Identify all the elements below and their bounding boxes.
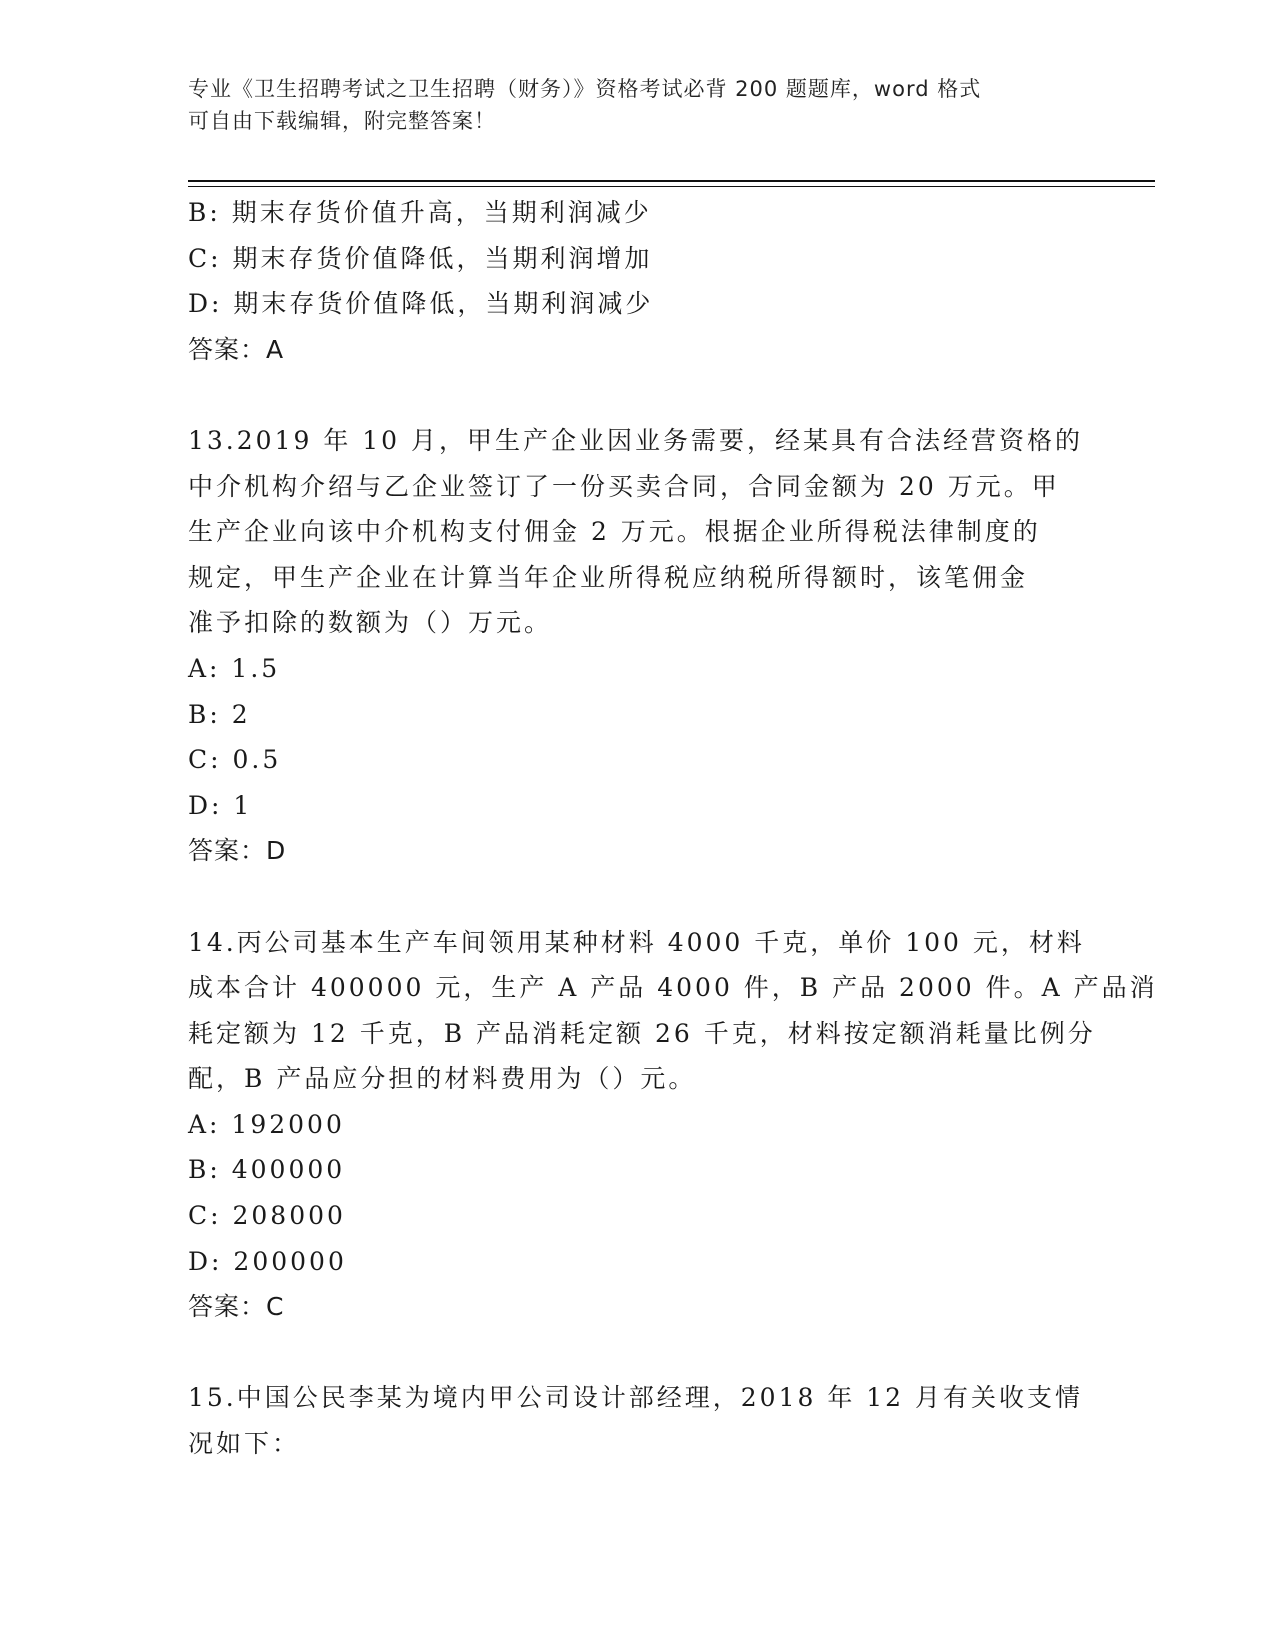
question-stem-line: 准予扣除的数额为（）万元。 <box>188 608 553 638</box>
question-content <box>188 190 1158 1467</box>
option-c: C: 期末存货价值降低，当期利润增加 <box>188 243 653 273</box>
option-c: C: 0.5 <box>188 745 282 775</box>
question-stem-line: 况如下： <box>188 1429 301 1459</box>
question-14 <box>188 920 1158 1330</box>
header-rule-thick <box>188 180 1155 182</box>
header-line: 可自由下载编辑，附完整答案！ <box>188 109 496 133</box>
question-13 <box>188 418 1088 874</box>
question-stem-line: 15.中国公民李某为境内甲公司设计部经理，2018 年 12 月有关收支情 <box>188 1383 1084 1413</box>
option-b: B: 2 <box>188 699 251 729</box>
question-stem-line: 14.丙公司基本生产车间领用某种材料 4000 千克，单价 100 元，材料 <box>188 927 1085 957</box>
question-15 <box>188 1375 1088 1466</box>
spacer <box>188 372 1088 418</box>
answer: 答案：D <box>188 836 287 866</box>
question-stem-line: 生产企业向该中介机构支付佣金 2 万元。根据企业所得税法律制度的 <box>188 517 1041 547</box>
question-12-tail <box>188 190 1088 372</box>
option-b: B: 期末存货价值升高，当期利润减少 <box>188 198 652 227</box>
question-stem-line: 13.2019 年 10 月，甲生产企业因业务需要，经某具有合法经营资格的 <box>188 425 1084 455</box>
option-b: B: 400000 <box>188 1155 346 1185</box>
question-stem-line: 成本合计 400000 元，生产 A 产品 4000 件，B 产品 2000 件。A 产品消 <box>188 973 1158 1003</box>
document-header <box>188 73 1068 137</box>
spacer <box>188 874 1088 920</box>
option-d: D: 200000 <box>188 1246 347 1276</box>
option-d: D: 期末存货价值降低，当期利润减少 <box>188 289 654 319</box>
option-c: C: 208000 <box>188 1201 346 1231</box>
answer: 答案：A <box>188 334 285 364</box>
answer: 答案：C <box>188 1292 285 1322</box>
option-d: D: 1 <box>188 790 253 820</box>
option-a: A: 1.5 <box>188 653 281 683</box>
question-stem-line: 耗定额为 12 千克，B 产品消耗定额 26 千克，材料按定额消耗量比例分 <box>188 1018 1096 1048</box>
question-stem-line: 配，B 产品应分担的材料费用为（）元。 <box>188 1064 697 1094</box>
header-line: 专业《卫生招聘考试之卫生招聘（财务）》资格考试必背 200 题题库，word 格式 <box>188 77 982 101</box>
option-a: A: 192000 <box>188 1109 345 1139</box>
question-stem-line: 中介机构介绍与乙企业签订了一份买卖合同，合同金额为 20 万元。甲 <box>188 471 1060 501</box>
question-stem-line: 规定，甲生产企业在计算当年企业所得税应纳税所得额时，该笔佣金 <box>188 562 1029 592</box>
spacer <box>188 1330 1088 1376</box>
header-rule-thin <box>188 186 1155 187</box>
